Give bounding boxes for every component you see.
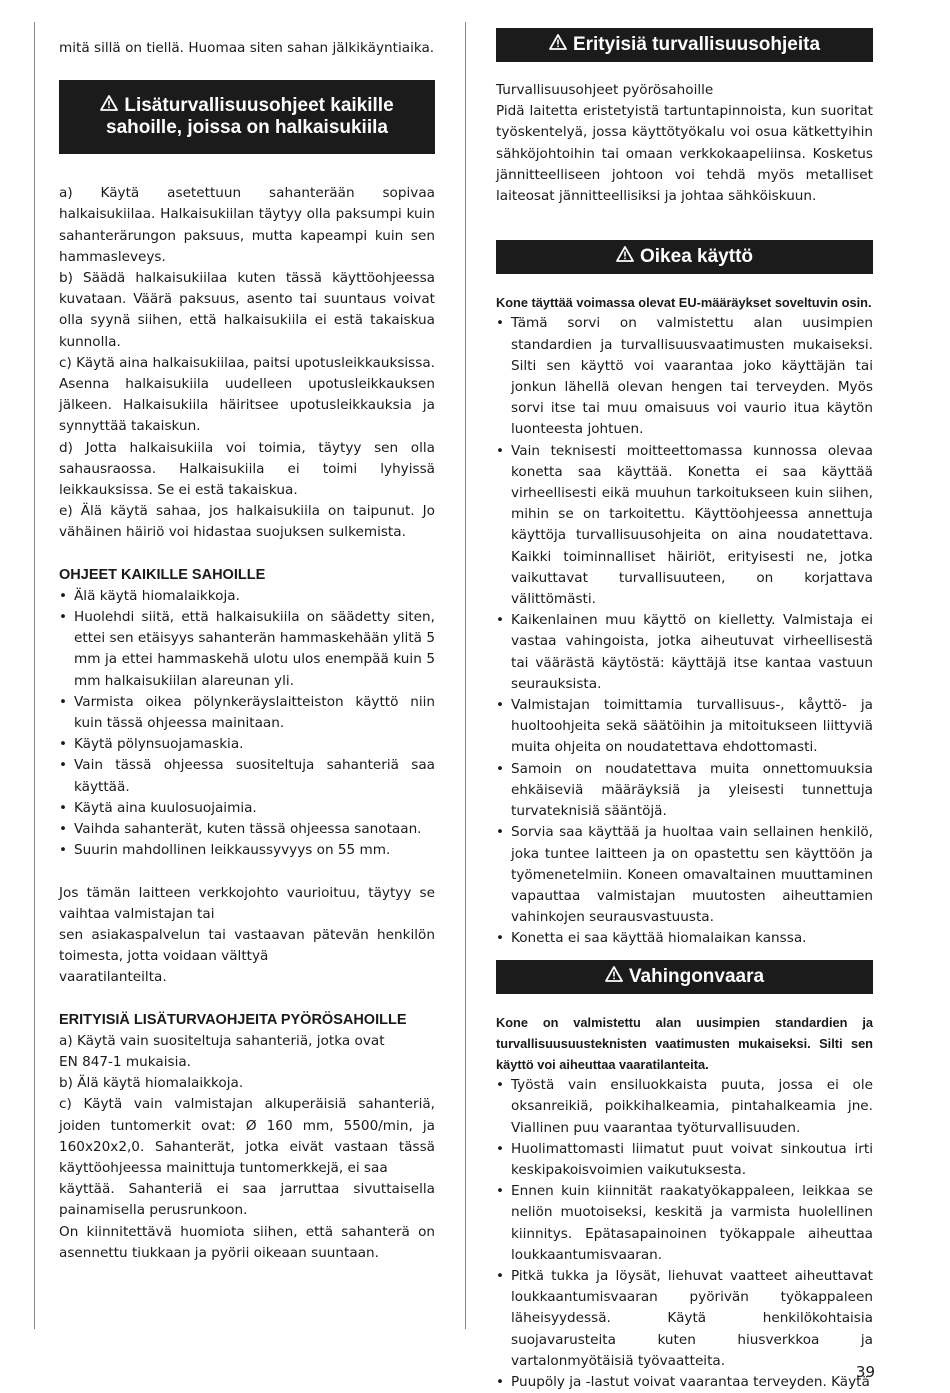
damage-hazard-list xyxy=(496,1075,873,1393)
cord-line: sen asiakaspalvelun tai vastaavan pätevän henkilön toimesta, jotta voidaan välttyä xyxy=(59,926,435,965)
circ-line: b) Älä käytä hiomalaikkoja. xyxy=(59,1075,244,1092)
list-item: • Työstä vain ensiluokkaista puuta, jossa ei ole oksanreikiä, poikkihalkeamia, pintahalkeamia jne. Viallinen puu vaarantaa työturvallisuuden. xyxy=(496,1075,873,1139)
special-line: Turvallisuusohjeet pyörösahoille xyxy=(496,82,714,98)
circ-line: On kiinnitettävä huomiota siihen, että sahanterä on asennettu tiukkaan ja pyörii oikeaan suuntaan. xyxy=(59,1223,435,1261)
list-item: • Valmistajan toimittamia turvallisuus-, kåyttö- ja huoltoohjeita sekä säätöihin ja mitoitukseen liittyviä muita ohjeita on noudatettava ehdottomasti. xyxy=(496,695,873,759)
banner-title: Vahingonvaara xyxy=(628,965,765,987)
circ-line: EN 847-1 mukaisia. xyxy=(59,1053,192,1070)
warning-triangle-icon xyxy=(616,246,634,268)
warning-triangle-icon xyxy=(549,34,567,56)
riving-para: b) Säädä halkaisukiilaa kuten tässä käyttöohjeessa kuvataan. Väärä paksuus, asento tai suuntaus voivat olla syynä siihen, että halkaisukiila ei estä takaiskua kunnolla. xyxy=(59,270,435,350)
special-line: Pidä laitetta eristetyistä tartuntapinnoista, kun suoritat työskentelyä, jossa käyttötyökalu voi osua kätkettyihin sähköjohtoihin tai omaan verkkokaapeliinsa. Kosketus jännitteelliseen johtoon voi tehdä myös metalliset laiteosat jännitteellisiksi ja johtaa sähköiskuun. xyxy=(496,103,873,205)
banner-title: Oikea käyttö xyxy=(640,246,753,268)
banner-title-line2: sahoille, joissa on halkaisukiila xyxy=(106,117,388,139)
list-item: • Sorvia saa käyttää ja huoltaa vain sellainen henkilö, joka tuntee laitteen ja on opastettu sen käyttöön ja työmenetelmiin. Koneen omavaltainen muuttaminen vapauttaa valmistajan muutosten aiheuttamien vahinkojen seurausvastuusta. xyxy=(496,822,873,928)
power-cord-note xyxy=(59,883,435,989)
list-item: • Älä käytä hiomalaikkoja. xyxy=(59,586,435,607)
cord-line: Jos tämän laitteen verkkojohto vaurioituu, täytyy se vaihtaa valmistajan tai xyxy=(59,884,435,922)
list-item: • Varmista oikea pölynkeräyslaitteiston käyttö niin kuin tässä ohjeessa mainitaan. xyxy=(59,692,435,734)
riving-para: e) Älä käytä sahaa, jos halkaisukiila on taipunut. Jo vähäinen häiriö voi hidastaa suojuksen sulkemista. xyxy=(59,503,435,541)
list-item: • Pitkä tukka ja löysät, liehuvat vaatteet aiheuttavat loukkaantumisvaaran pyörivän työkappaleen läheisyydessä. Käytä henkilökohtaisia suojavarusteita kuten hiusverkkoa ja vartalonmyötäisiä työvaatteita. xyxy=(496,1266,873,1372)
list-item: • Konetta ei saa käyttää hiomalaikan kanssa. xyxy=(496,928,873,949)
proper-use-banner xyxy=(496,240,873,274)
special-safety-banner xyxy=(496,28,873,62)
proper-use-lead: Kone täyttää voimassa olevat EU-määräykset soveltuvin osin. xyxy=(496,295,872,311)
circ-line: c) Käytä vain valmistajan alkuperäisiä sahanteriä, joiden tuntomerkit ovat: Ø 160 mm, 5500/min, ja 160x20x2,0. Sahanterät, jotka eivät vastaan tässä käyttöohjeessa mainittuja tuntomerkkejä, ei saa xyxy=(59,1096,435,1176)
heading-circular-saws: ERITYISIÄ LISÄTURVAOHJEITA PYÖRÖSAHOILLE xyxy=(59,1011,407,1028)
list-item: • Huolehdi siitä, että halkaisukiila on säädetty siten, ettei sen etäisyys sahanterän hammaskehään ylitä 5 mm ja ettei hammaskehä ulotu ulos enempää kuin 5 mm halkaisukiilan alareunan yli. xyxy=(59,607,435,692)
riving-para: c) Käytä aina halkaisukiilaa, paitsi upotusleikkauksissa. Asenna halkaisukiila uudelleen upotusleikkauksen jälkeen. Halkaisukiila häiritsee upotusleikkauksia ja synnyttää takaiskun. xyxy=(59,354,435,435)
banner-title: Erityisiä turvallisuusohjeita xyxy=(572,34,821,55)
list-item: • Käytä pölynsuojamaskia. xyxy=(59,734,435,755)
circ-line: käyttää. Sahanteriä ei saa jarruttaa sivuttaisella painamisella perusrunkoon. xyxy=(59,1181,435,1219)
heading-all-saws: OHJEET KAIKILLE SAHOILLE xyxy=(59,566,266,583)
list-item: • Samoin on noudatettava muita onnettomuuksia ehkäiseviä määräyksiä ja yleisesti tunnettuja turvateknisiä sääntöjä. xyxy=(496,759,873,823)
circular-saw-paragraphs xyxy=(59,1031,435,1264)
list-item: • Vain teknisesti moitteettomassa kunnossa olevaa konetta saa käyttää. Konetta ei saa käyttää virheellisesti eikä muuhun tarkoitukseen kuin siihen, mihin se on tarkoitettu. Käyttöohjeessa annettuja käyttöja turvallisuusohjeita on aina noudatettava. Kaikki toiminnalliset häiriöt, erityisesti ne, jotka vaikuttavat turvallisuuteen, on korjattava välittömästi. xyxy=(496,441,873,611)
all-saws-list xyxy=(59,586,435,862)
intro-text: mitä sillä on tiellä. Huomaa siten sahan jälkikäyntiaika. xyxy=(59,40,435,56)
list-item: • Tämä sorvi on valmistettu alan uusimpien standardien ja turvallisuusvaatimusten mukaiseksi. Silti sen käyttö voi vaarantaa joko käyttäjän tai jonkun lähellä olevan hengen tai terveyden. Myös sorvi itse tai muu omaisuus voi vaurio itua käytön luonteesta johtuen. xyxy=(496,313,873,440)
center-column-rule xyxy=(465,22,466,1329)
riving-para: d) Jotta halkaisukiila voi toimia, täytyy sen olla sahausraossa. Halkaisukiila ei toimi lyhyissä leikkauksissa. Se ei estä takaiskua. xyxy=(59,439,435,499)
left-column xyxy=(59,28,435,1264)
circ-line: a) Käytä vain suositeltuja sahanteriä, jotka ovat xyxy=(59,1032,385,1049)
list-item: • Vain tässä ohjeessa suositeltuja sahanteriä saa käyttää. xyxy=(59,755,435,797)
riving-knife-paragraphs xyxy=(59,183,435,543)
cord-line: vaaratilanteilta. xyxy=(59,969,167,986)
special-safety-text xyxy=(496,80,873,207)
list-item: • Käytä aina kuulosuojaimia. xyxy=(59,798,435,819)
warning-triangle-icon xyxy=(605,966,623,988)
right-column xyxy=(496,28,873,1393)
list-item: • Ennen kuin kiinnität raakatyökappaleen, leikkaa se neliön muotoiseksi, keskitä ja varmista huolellinen kiinnitys. Epätasapainoinen työkappale aiheuttaa loukkaantumisvaaran. xyxy=(496,1181,873,1266)
proper-use-list xyxy=(496,313,873,949)
riving-para: a) Käytä asetettuun sahanterään sopivaa halkaisukiilaa. Halkaisukiilan täytyy olla paksumpi kuin sahanterärungon paksuus, mutta kapeampi kuin sen hammasleveys. xyxy=(59,185,435,265)
left-margin-rule xyxy=(34,22,35,1329)
damage-hazard-banner xyxy=(496,960,873,994)
damage-hazard-lead: Kone on valmistettu alan uusimpien standardien ja turvallisuusuusteknisten vaatimusten mukaiseksi. Silti sen käyttö voi aiheuttaa vaaratilanteita. xyxy=(496,1014,873,1072)
list-item: • Vaihda sahanterät, kuten tässä ohjeessa sanotaan. xyxy=(59,819,435,840)
list-item: • Huolimattomasti liimatut puut voivat sinkoutua irti keskipakoisvoimien vaikutuksesta. xyxy=(496,1139,873,1181)
page-number: 39 xyxy=(855,1363,875,1381)
riving-knife-banner xyxy=(59,80,435,154)
warning-triangle-icon xyxy=(100,95,118,117)
list-item: • Kaikenlainen muu käyttö on kielletty. Valmistaja ei vastaa vahingoista, jotka aiheutuvat virheellisestä tai väärästä käytöstä: käyttäjä itse kantaa vastuun seurauksista. xyxy=(496,610,873,695)
list-item: • Suurin mahdollinen leikkaussyvyys on 55 mm. xyxy=(59,840,435,861)
banner-title-line1: Lisäturvallisuusohjeet kaikille xyxy=(124,95,394,117)
list-item: • Puupöly ja -lastut voivat vaarantaa terveyden. Käytä xyxy=(496,1372,873,1393)
